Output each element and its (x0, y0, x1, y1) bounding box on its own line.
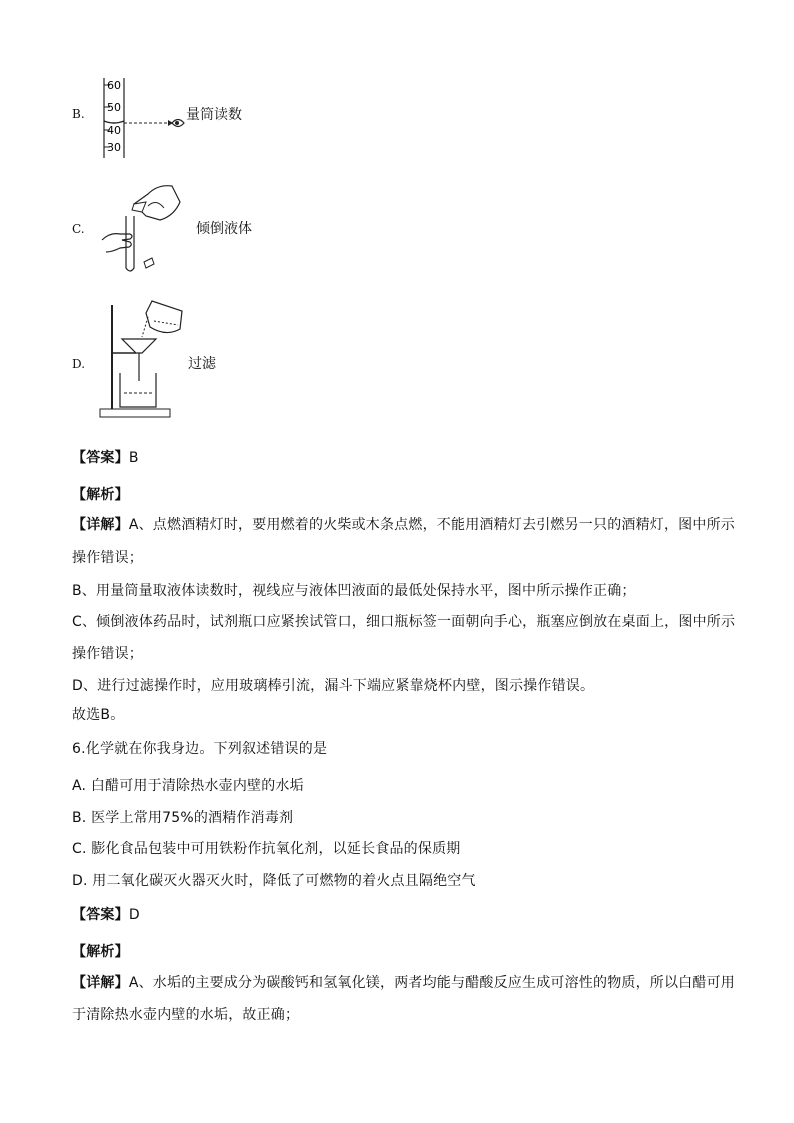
q5-detail-line: 故选B。 (72, 707, 125, 723)
answer-value: D (128, 907, 140, 923)
answer-tag: 【答案】 (72, 907, 129, 923)
option-d-letter: D. (72, 357, 86, 371)
q5-answer (72, 447, 139, 467)
q5-detail-line: 操作错误； (72, 646, 143, 662)
q5-detail-line: D、进行过滤操作时，应用玻璃棒引流，漏斗下端应紧靠烧杯内壁，图示操作错误。 (72, 678, 595, 694)
beaker-bottom-icon (120, 373, 156, 407)
hand-icon (102, 234, 132, 252)
q6-option-d: D. 用二氧化碳灭火器灭火时，降低了可燃物的着火点且隔绝空气 (72, 873, 476, 889)
option-c-letter: C. (72, 222, 85, 236)
q6-option-b: B. 医学上常用75%的酒精作消毒剂 (72, 810, 294, 826)
beaker-top-icon (142, 301, 182, 337)
scale-label: 40 (107, 124, 121, 137)
q5-detail-line: B、用量筒量取液体读数时，视线应与液体凹液面的最低处保持水平，图中所示操作正确； (72, 583, 636, 599)
q6-stem: 6.化学就在你我身边。下列叙述错误的是 (72, 741, 328, 757)
option-b-label: 量筒读数 (186, 107, 242, 123)
answer-value: B (128, 450, 139, 466)
detail-tag: 【详解】 (72, 517, 129, 533)
reagent-bottle-icon (132, 186, 180, 220)
cylinder-reading-figure (96, 76, 186, 160)
q6-detail-line: 【详解】A、水垢的主要成分为碳酸钙和氢氧化镁，两者均能与醋酸反应生成可溶性的物质，所以白醋可用 (72, 975, 735, 991)
q6-detail-line: 于清除热水壶内壁的水垢，故正确； (72, 1007, 300, 1023)
answer-tag: 【答案】 (72, 450, 129, 466)
q6-answer (72, 904, 140, 924)
test-tube-icon (126, 216, 134, 271)
funnel-icon (122, 339, 156, 381)
scale-label: 50 (107, 101, 121, 114)
bottle-stopper-icon (144, 258, 154, 268)
option-b-letter: B. (72, 107, 85, 121)
q5-detail-line: 操作错误； (72, 550, 143, 566)
filtration-figure (96, 297, 192, 422)
scale-label: 60 (107, 79, 121, 92)
pouring-liquid-figure (96, 176, 186, 276)
q5-detail-line: C、倾倒液体药品时，试剂瓶口应紧挨试管口，细口瓶标签一面朝向手心，瓶塞应倒放在桌面上，图中所示 (72, 614, 736, 630)
scale-label: 30 (107, 141, 121, 154)
q6-analysis-tag: 【解析】 (72, 944, 129, 960)
option-d-label: 过滤 (188, 356, 216, 372)
q5-analysis-tag: 【解析】 (72, 487, 129, 503)
q5-detail-line: 【详解】A、点燃酒精灯时，要用燃着的火柴或木条点燃，不能用酒精灯去引燃另一只的酒精灯，图中所示 (72, 517, 735, 533)
q6-option-c: C. 膨化食品包装中可用铁粉作抗氧化剂，以延长食品的保质期 (72, 841, 461, 857)
option-c-label: 倾倒液体 (196, 221, 252, 237)
eye-icon (172, 120, 184, 127)
detail-tag: 【详解】 (72, 975, 129, 991)
q6-option-a: A. 白醋可用于清除热水壶内壁的水垢 (72, 778, 304, 794)
